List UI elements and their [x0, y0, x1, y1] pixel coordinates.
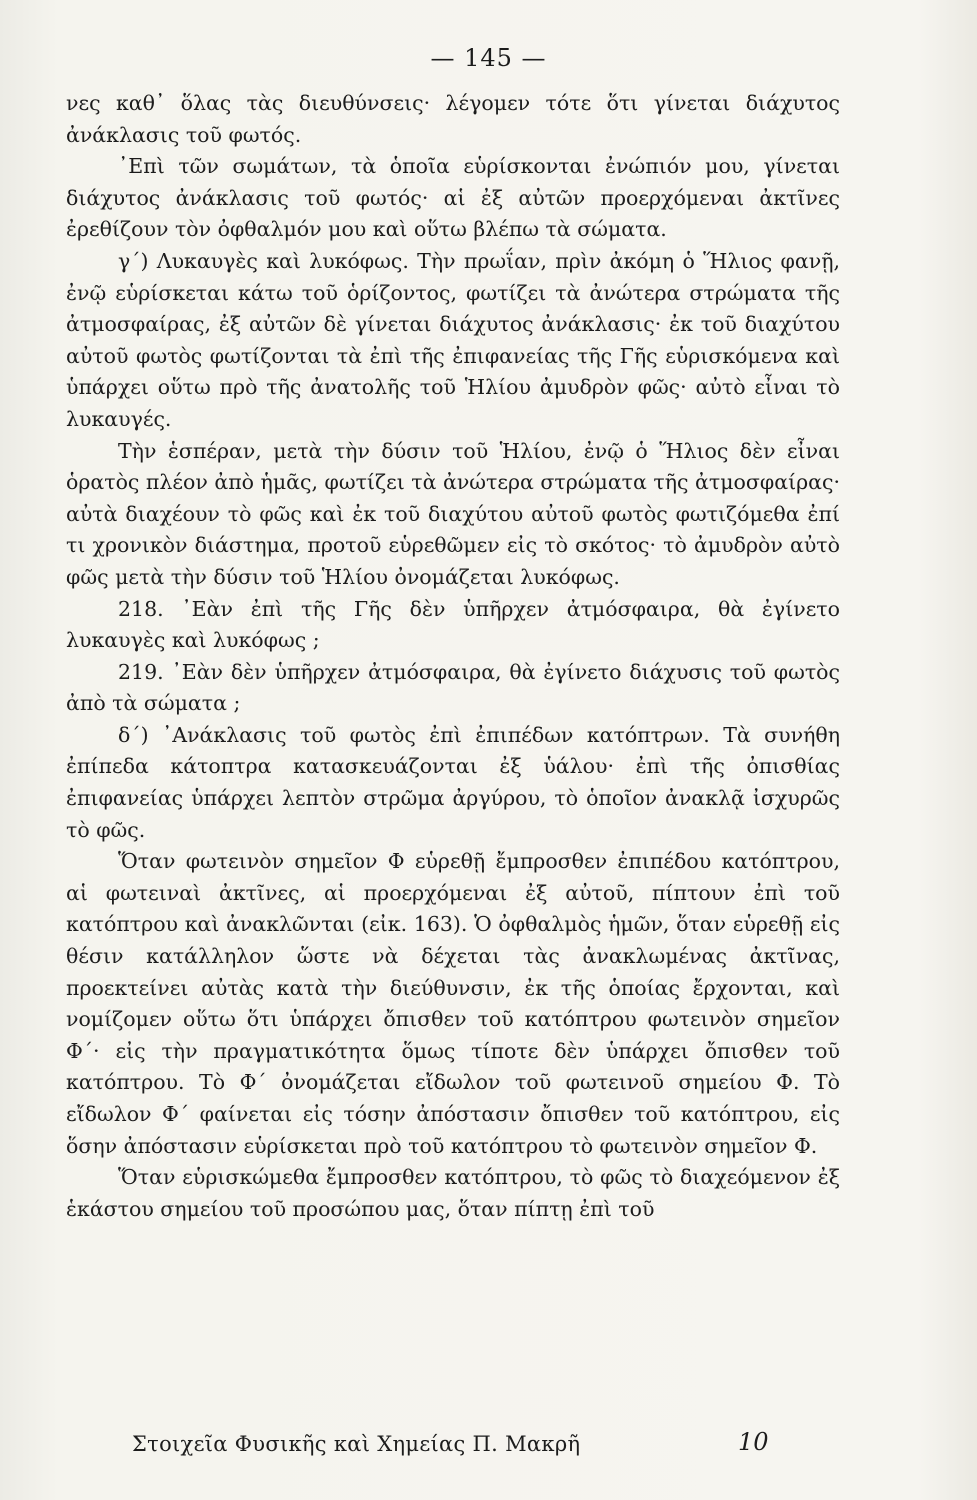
paragraph-mirror-image: Ὅταν φωτεινὸν σημεῖον Φ εὑρεθῇ ἔμπροσθεν ἐπιπέδου κατόπτρου, αἱ φωτειναὶ ἀκτῖνες, αἱ προερχόμεναι ἐξ αὐτοῦ, πίπτουν ἐπὶ τοῦ κατόπτρου καὶ ἀνακλῶνται (εἰκ. 163). Ὁ ὀφθαλμὸς ἡμῶν, ὅταν εὑρεθῇ εἰς θέσιν κατάλληλον ὥστε νὰ δέχεται τὰς ἀνακλωμένας ἀκτῖνας, προεκτείνει αὐτὰς κατὰ τὴν διεύθυνσιν, ἐκ τῆς ὁποίας ἔρχονται, καὶ νομίζομεν οὕτω ὅτι ὑπάρχει ὄπισθεν τοῦ κατόπτρου φωτεινὸν σημεῖον Φ΄· εἰς τὴν πραγματικότητα ὅμως τίποτε δὲν ὑπάρχει ὄπισθεν τοῦ κατόπτρου. Τὸ Φ΄ ὀνομάζεται εἴδωλον τοῦ φωτεινοῦ σημείου Φ. Τὸ εἴδωλον Φ΄ φαίνεται εἰς τόσην ἀπόστασιν ὄπισθεν τοῦ κατόπτρου, εἰς ὅσην ἀπόστασιν εὑρίσκεται πρὸ τοῦ κατόπτρου τὸ φωτεινὸν σημεῖον Φ.	[66, 849, 840, 1158]
paragraph-diffuse-reflection: ᾽Επὶ τῶν σωμάτων, τὰ ὁποῖα εὑρίσκονται ἐνώπιόν μου, γίνεται διάχυτος ἀνάκλασις τοῦ φωτός· αἱ ἐξ αὐτῶν προερχόμεναι ἀκτῖνες ἐρεθίζουν τὸν ὀφθαλμόν μου καὶ οὕτω βλέπω τὰ σώματα.	[66, 154, 840, 242]
signature-number: 10	[738, 1428, 769, 1456]
paragraph-face-reflection: Ὅταν εὑρισκώμεθα ἔμπροσθεν κατόπτρου, τὸ φῶς τὸ διαχεόμενον ἐξ ἑκάστου σημείου τοῦ προσώπου μας, ὅταν πίπτῃ ἐπὶ τοῦ	[66, 1165, 840, 1221]
paragraph-continuation: νες καθ᾽ ὅλας τὰς διευθύνσεις· λέγομεν τότε ὅτι γίνεται διάχυτος ἀνάκλασις τοῦ φωτός.	[66, 91, 840, 147]
page-number: — 145 —	[430, 44, 547, 72]
page-footer	[0, 1428, 977, 1472]
body-text	[66, 88, 840, 1225]
question-218: 218. ᾽Εὰν ἐπὶ τῆς Γῆς δὲν ὑπῆρχεν ἀτμόσφαιρα, θὰ ἐγίνετο λυκαυγὲς καὶ λυκόφως ;	[66, 596, 840, 653]
question-219: 219. ᾽Εὰν δὲν ὑπῆρχεν ἀτμόσφαιρα, θὰ ἐγίνετο διάχυσις τοῦ φωτὸς ἀπὸ τὰ σώματα ;	[66, 659, 840, 716]
paragraph-dawn: γ΄) Λυκαυγὲς καὶ λυκόφως. Τὴν πρωΐαν, πρὶν ἀκόμη ὁ Ἥλιος φανῇ, ἐνῷ εὑρίσκεται κάτω τοῦ ὁρίζοντος, φωτίζει τὰ ἀνώτερα στρώματα τῆς ἀτμοσφαίρας, ἐξ αὐτῶν δὲ γίνεται διάχυτος ἀνάκλασις· ἐκ τοῦ διαχύτου αὐτοῦ φωτὸς φωτίζονται τὰ ἐπὶ τῆς ἐπιφανείας τῆς Γῆς εὑρισκόμενα καὶ ὑπάρχει οὕτω πρὸ τῆς ἀνατολῆς τοῦ Ἡλίου ἀμυδρὸν φῶς· αὐτὸ εἶναι τὸ λυκαυγές.	[66, 248, 840, 431]
paragraph-dusk: Τὴν ἑσπέραν, μετὰ τὴν δύσιν τοῦ Ἡλίου, ἐνῷ ὁ Ἥλιος δὲν εἶναι ὁρατὸς πλέον ἀπὸ ἡμᾶς, φωτίζει τὰ ἀνώτερα στρώματα τῆς ἀτμοσφαίρας· αὐτὰ διαχέουν τὸ φῶς καὶ ἐκ τοῦ διαχύτου αὐτοῦ φωτὸς φωτιζόμεθα ἐπί τι χρονικὸν διάστημα, προτοῦ εὑρεθῶμεν εἰς τὸ σκότος· τὸ ἀμυδρὸν αὐτὸ φῶς μετὰ τὴν δύσιν τοῦ Ἡλίου ὀνομάζεται λυκόφως.	[66, 438, 840, 589]
book-title: Στοιχεῖα Φυσικῆς καὶ Χημείας Π. Μακρῆ	[132, 1432, 581, 1456]
paragraph-plane-mirrors: δ΄) ᾽Ανάκλασις τοῦ φωτὸς ἐπὶ ἐπιπέδων κατόπτρων. Τὰ συνήθη ἐπίπεδα κάτοπτρα κατασκευάζονται ἐξ ὑάλου· ἐπὶ τῆς ὀπισθίας ἐπιφανείας ὑπάρχει λεπτὸν στρῶμα ἀργύρου, τὸ ὁποῖον ἀνακλᾷ ἰσχυρῶς τὸ φῶς.	[66, 722, 840, 842]
